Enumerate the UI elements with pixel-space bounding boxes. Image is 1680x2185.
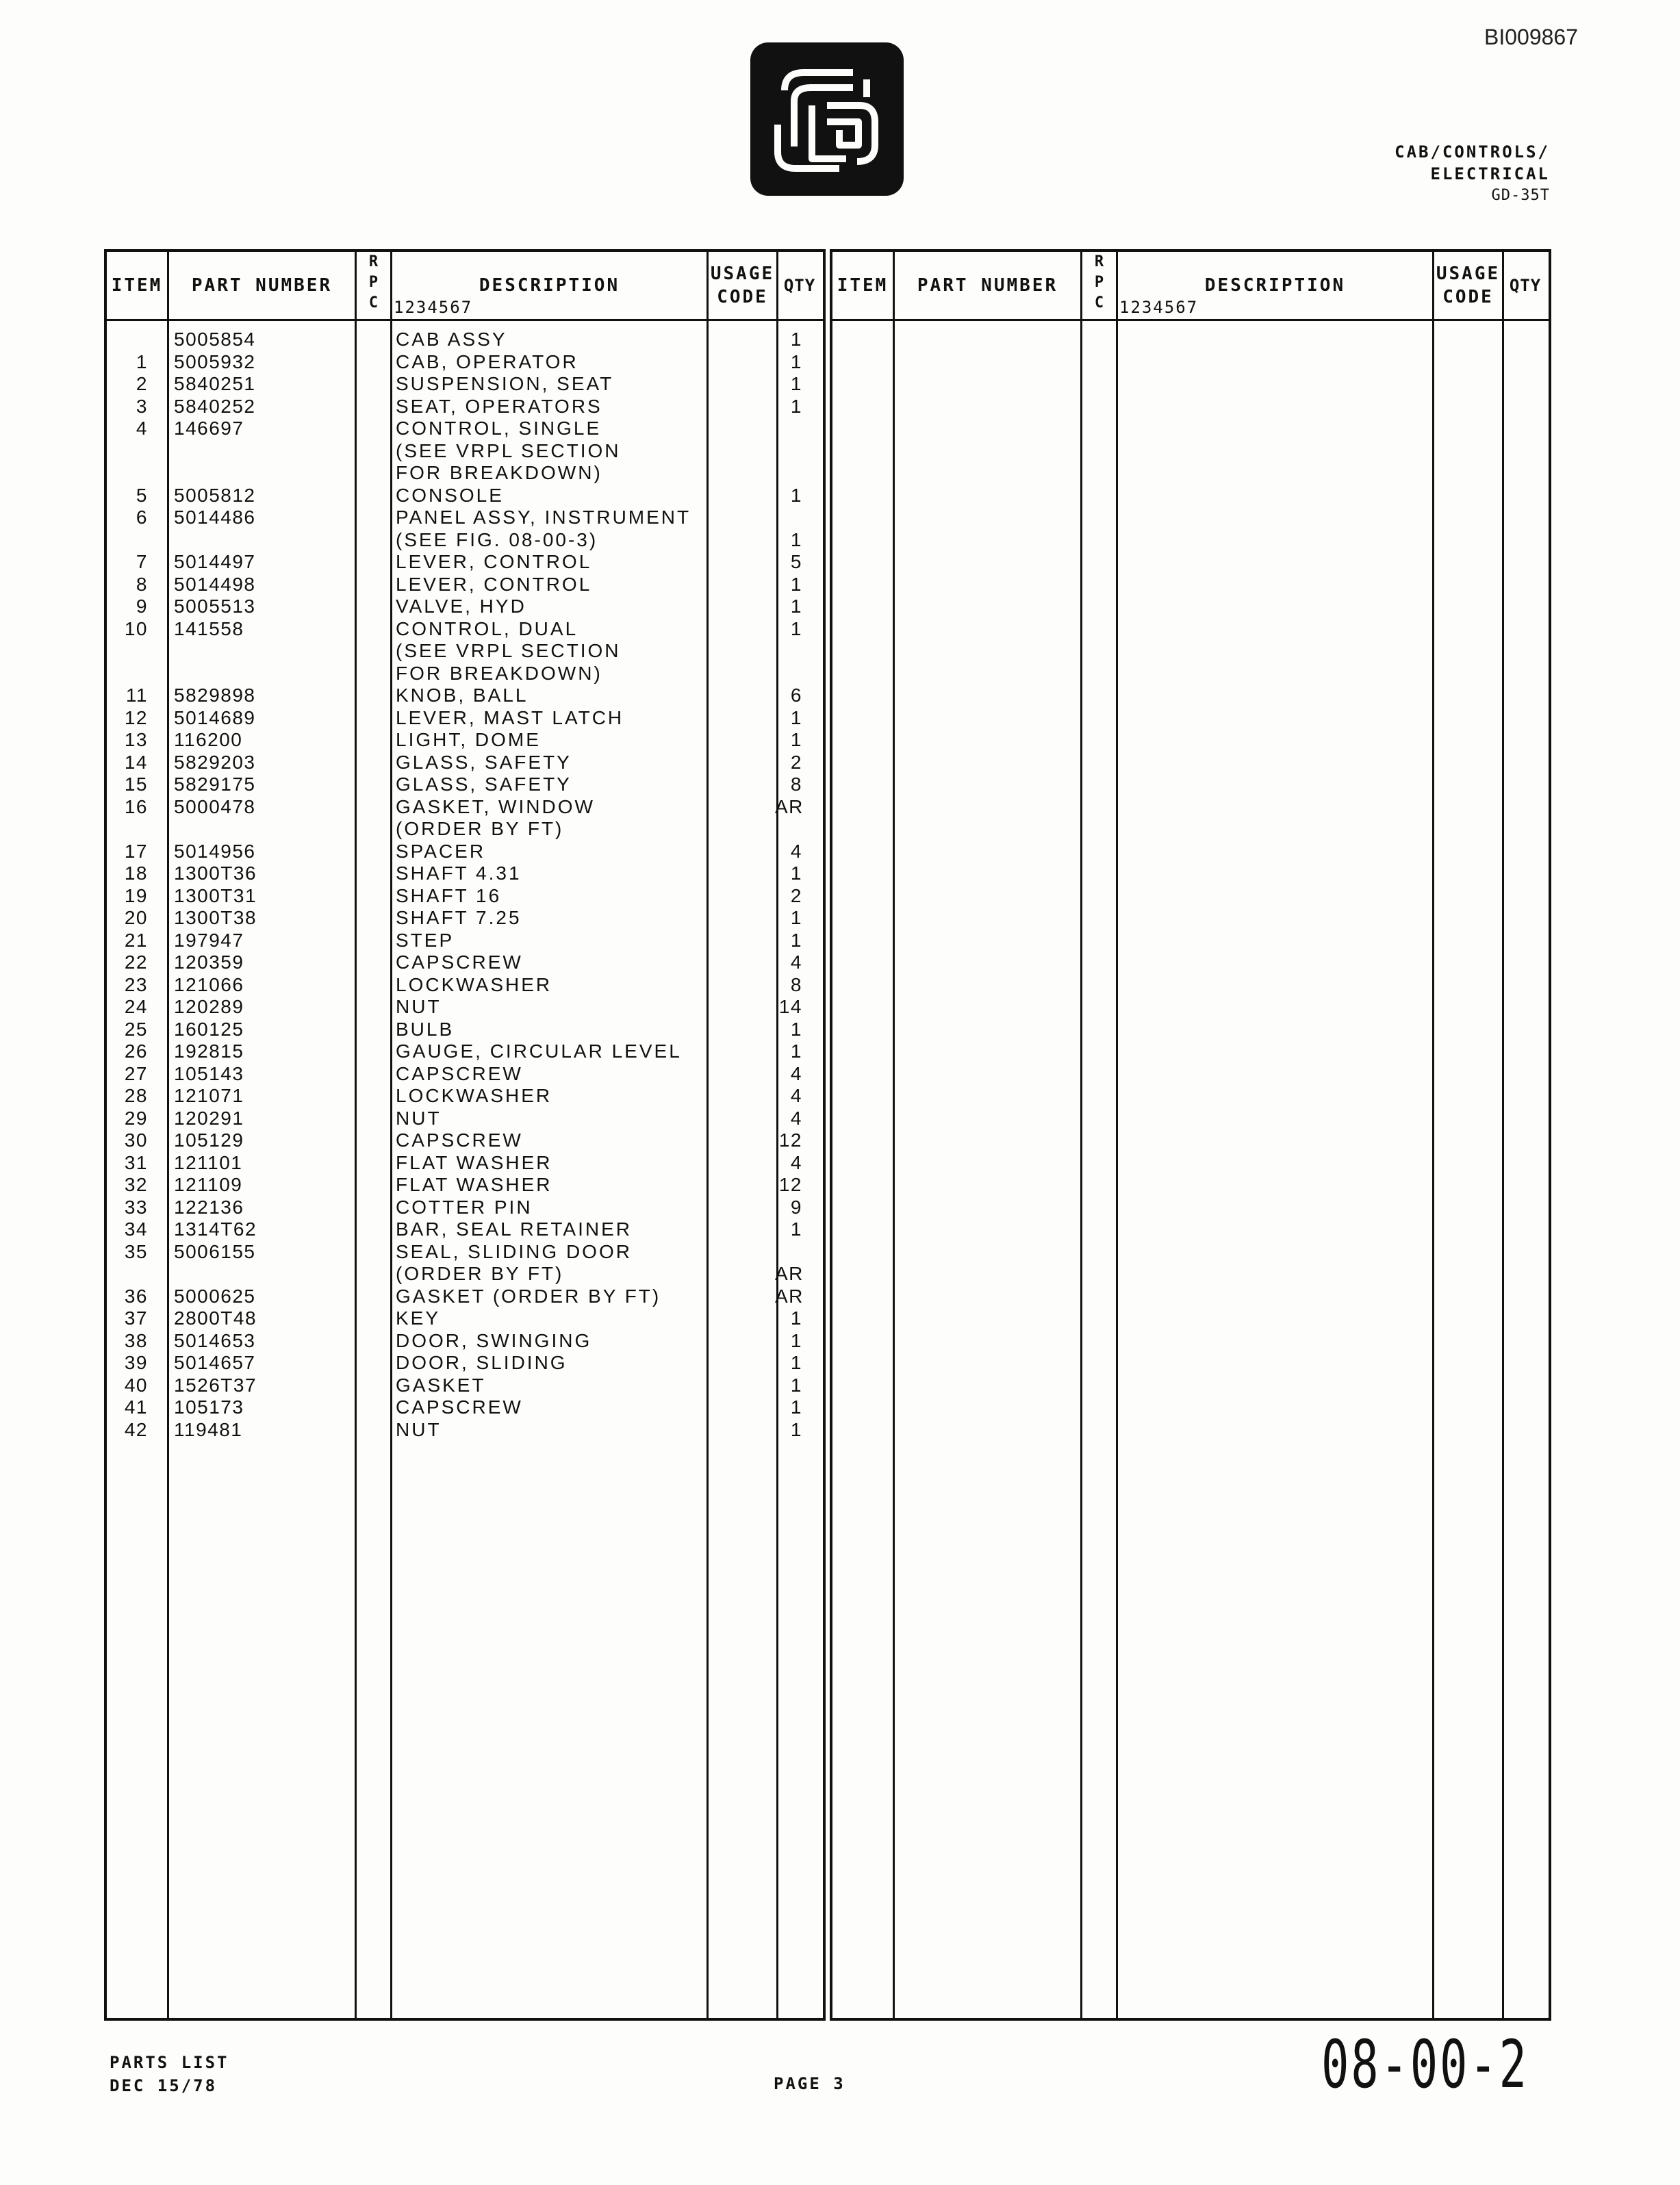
code-label-right: CODE (1442, 287, 1494, 307)
part-description: GASKET (396, 1374, 486, 1396)
item-number: 33 (124, 1196, 148, 1218)
table-row (107, 930, 823, 952)
usage-label: USAGE (710, 264, 775, 284)
part-number: 121101 (174, 1151, 243, 1173)
part-number: 5005812 (174, 484, 256, 506)
item-number: 15 (124, 774, 148, 795)
part-number: 5000478 (174, 795, 256, 817)
parts-table-right (830, 249, 1551, 2021)
quantity: 1 (790, 1018, 802, 1040)
item-number: 23 (124, 973, 148, 995)
quantity: 9 (790, 1196, 802, 1218)
part-description: KEY (396, 1307, 441, 1329)
table-row (107, 974, 823, 997)
part-description: NUT (396, 1418, 442, 1440)
part-number: 5005932 (174, 350, 256, 372)
part-description: CAB ASSY (396, 329, 507, 350)
rpc-p: P (368, 274, 379, 291)
col-header-part-number-right: PART NUMBER (917, 275, 1058, 296)
table-row (107, 640, 823, 663)
item-number: 16 (124, 795, 148, 817)
quantity: AR (775, 795, 804, 817)
quantity: 4 (790, 840, 802, 862)
quantity: AR (775, 1263, 804, 1284)
table-row (107, 951, 823, 974)
table-row (107, 1063, 823, 1086)
part-description: CAPSCREW (396, 1129, 523, 1151)
quantity: 4 (790, 1151, 802, 1173)
item-number: 21 (124, 929, 148, 951)
part-description: SEAT, OPERATORS (396, 395, 602, 417)
item-number: 26 (124, 1040, 148, 1062)
quantity: 1 (790, 907, 802, 928)
item-number: 41 (124, 1396, 148, 1418)
table-row (107, 774, 823, 796)
table-row (107, 1108, 823, 1130)
item-number: 13 (124, 729, 148, 750)
item-number: 34 (124, 1218, 148, 1240)
table-row (107, 418, 823, 440)
table-row (107, 885, 823, 908)
table-row (107, 752, 823, 774)
table-row (107, 1241, 823, 1264)
item-number: 28 (124, 1085, 148, 1106)
item-number: 5 (136, 484, 148, 506)
table-row (107, 707, 823, 730)
quantity: 1 (790, 329, 802, 350)
part-description: CAPSCREW (396, 1396, 523, 1418)
part-number: 1526T37 (174, 1374, 257, 1396)
part-description: VALVE, HYD (396, 596, 526, 617)
table-row (107, 1218, 823, 1241)
quantity: 8 (790, 973, 802, 995)
part-number: 120359 (174, 951, 244, 973)
part-number: 5005854 (174, 329, 256, 350)
part-description: SPACER (396, 840, 486, 862)
part-number: 1314T62 (174, 1218, 257, 1240)
part-number: 197947 (174, 929, 244, 951)
part-number: 5000625 (174, 1285, 256, 1307)
quantity: 2 (790, 751, 802, 773)
part-description: GASKET (ORDER BY FT) (396, 1285, 661, 1307)
part-description: GLASS, SAFETY (396, 774, 572, 795)
part-description: CAPSCREW (396, 951, 523, 973)
part-number: 105129 (174, 1129, 244, 1151)
part-description: (ORDER BY FT) (396, 818, 564, 839)
quantity: 1 (790, 729, 802, 750)
part-number: 105173 (174, 1396, 244, 1418)
table-row (107, 1085, 823, 1108)
col-header-description-right (1118, 252, 1432, 319)
table-row (107, 574, 823, 596)
quantity: 4 (790, 1085, 802, 1106)
part-description: LEVER, CONTROL (396, 551, 592, 572)
description-digits-right: 1234567 (1119, 298, 1199, 317)
rpc-c-right: C (1094, 294, 1104, 311)
item-number: 19 (124, 884, 148, 906)
item-number: 37 (124, 1307, 148, 1329)
col-header-item-right: ITEM (837, 275, 889, 296)
quantity: 8 (790, 774, 802, 795)
table-row (107, 841, 823, 863)
part-number: 1300T36 (174, 862, 257, 884)
part-description: GLASS, SAFETY (396, 751, 572, 773)
rpc-r-right: R (1094, 253, 1104, 270)
item-number: 32 (124, 1174, 148, 1195)
part-description: COTTER PIN (396, 1196, 533, 1218)
item-number: 29 (124, 1107, 148, 1129)
part-description: CAB, OPERATOR (396, 350, 578, 372)
table-row (107, 1263, 823, 1286)
quantity: 2 (790, 884, 802, 906)
part-number: 116200 (174, 729, 243, 750)
footer-date: DEC 15/78 (110, 2076, 218, 2095)
part-number: 120289 (174, 996, 244, 1017)
code-label: CODE (717, 287, 768, 307)
part-description: KNOB, BALL (396, 685, 529, 706)
table-row (107, 485, 823, 507)
item-number: 38 (124, 1329, 148, 1351)
quantity: 1 (790, 528, 802, 550)
footer-info (110, 2051, 229, 2097)
description-digits: 1234567 (394, 298, 473, 317)
table-row (107, 907, 823, 930)
table-row (107, 618, 823, 641)
part-description: SHAFT 16 (396, 884, 502, 906)
table-row (107, 596, 823, 618)
part-number: 146697 (174, 418, 244, 439)
quantity: 1 (790, 1307, 802, 1329)
item-number: 27 (124, 1062, 148, 1084)
part-number: 141558 (174, 617, 244, 639)
quantity: 1 (790, 1374, 802, 1396)
part-description: DOOR, SLIDING (396, 1352, 568, 1373)
part-number: 5014653 (174, 1329, 256, 1351)
description-label: DESCRIPTION (479, 275, 620, 296)
item-number: 4 (136, 418, 148, 439)
col-header-description (392, 252, 707, 319)
item-number: 30 (124, 1129, 148, 1151)
item-number: 12 (124, 706, 148, 728)
part-number: 160125 (174, 1018, 244, 1040)
table-row (107, 796, 823, 819)
table-row (107, 862, 823, 885)
part-number: 5829898 (174, 685, 256, 706)
part-description: DOOR, SWINGING (396, 1329, 592, 1351)
table-row (107, 1307, 823, 1330)
item-number: 22 (124, 951, 148, 973)
part-number: 120291 (174, 1107, 244, 1129)
table-row (107, 373, 823, 396)
table-row (107, 1419, 823, 1442)
col-header-item: ITEM (111, 275, 163, 296)
col-header-rpc (357, 252, 390, 319)
col-header-qty: QTY (783, 276, 816, 295)
table-row (107, 1330, 823, 1353)
table-row (107, 1040, 823, 1063)
col-header-rpc-right (1082, 252, 1116, 319)
quantity: 1 (790, 929, 802, 951)
part-number: 5014497 (174, 551, 256, 572)
item-number: 35 (124, 1240, 148, 1262)
item-number: 14 (124, 751, 148, 773)
part-number: 5014498 (174, 573, 256, 595)
item-number: 42 (124, 1418, 148, 1440)
item-number: 2 (136, 373, 148, 394)
item-number: 24 (124, 996, 148, 1017)
item-number: 1 (136, 350, 148, 372)
part-description: FOR BREAKDOWN) (396, 662, 602, 684)
part-description: NUT (396, 996, 442, 1017)
table-row (107, 351, 823, 374)
parts-table-left (104, 249, 826, 2021)
part-number: 105143 (174, 1062, 244, 1084)
part-description: (ORDER BY FT) (396, 1263, 564, 1284)
quantity: 14 (778, 996, 802, 1017)
rpc-r: R (368, 253, 379, 270)
part-description: CONSOLE (396, 484, 504, 506)
table-row (107, 529, 823, 552)
table-row (107, 1396, 823, 1419)
part-description: LOCKWASHER (396, 1085, 552, 1106)
table-row (107, 396, 823, 418)
table-row (107, 996, 823, 1019)
quantity: AR (775, 1285, 804, 1307)
page-number: PAGE 3 (774, 2074, 845, 2093)
part-description: LEVER, CONTROL (396, 573, 592, 595)
part-number: 1300T31 (174, 884, 257, 906)
quantity: 4 (790, 951, 802, 973)
quantity: 1 (790, 395, 802, 417)
item-number: 8 (136, 573, 148, 595)
table-row (107, 551, 823, 574)
part-description: LOCKWASHER (396, 973, 552, 995)
item-number: 40 (124, 1374, 148, 1396)
part-description: BULB (396, 1018, 455, 1040)
table-row (107, 329, 823, 351)
header-model: GD-35T (1491, 187, 1550, 204)
item-number: 3 (136, 395, 148, 417)
part-description: CAPSCREW (396, 1062, 523, 1084)
part-number: 5014657 (174, 1352, 256, 1373)
quantity: 1 (790, 1218, 802, 1240)
quantity: 1 (790, 1396, 802, 1418)
quantity: 1 (790, 706, 802, 728)
col-header-usage-code-right (1434, 252, 1502, 319)
part-description: CONTROL, SINGLE (396, 418, 602, 439)
part-description: PANEL ASSY, INSTRUMENT (396, 507, 691, 528)
part-number: 5006155 (174, 1240, 256, 1262)
part-description: NUT (396, 1107, 442, 1129)
document-id: BI009867 (1484, 25, 1579, 49)
table-row (107, 1129, 823, 1152)
part-description: (SEE VRPL SECTION (396, 439, 621, 461)
part-number: 1300T38 (174, 907, 257, 928)
part-description: SHAFT 4.31 (396, 862, 522, 884)
table-row (107, 1174, 823, 1197)
quantity: 1 (790, 1329, 802, 1351)
part-number: 121071 (174, 1085, 244, 1106)
quantity: 1 (790, 1418, 802, 1440)
table-row (107, 1286, 823, 1308)
part-description: SHAFT 7.25 (396, 907, 522, 928)
quantity: 1 (790, 1352, 802, 1373)
footer-parts-list: PARTS LIST (110, 2053, 229, 2072)
quantity: 1 (790, 1040, 802, 1062)
item-number: 11 (125, 685, 148, 706)
item-number: 31 (124, 1151, 148, 1173)
part-description: LEVER, MAST LATCH (396, 706, 624, 728)
quantity: 4 (790, 1107, 802, 1129)
part-description: CONTROL, DUAL (396, 617, 578, 639)
item-number: 18 (124, 862, 148, 884)
part-description: LIGHT, DOME (396, 729, 541, 750)
part-number: 192815 (174, 1040, 244, 1062)
quantity: 1 (790, 573, 802, 595)
col-header-part-number: PART NUMBER (191, 275, 333, 296)
item-number: 10 (124, 617, 148, 639)
part-number: 5014956 (174, 840, 256, 862)
quantity: 1 (790, 350, 802, 372)
part-number: 5014486 (174, 507, 256, 528)
part-description: STEP (396, 929, 455, 951)
part-description: GASKET, WINDOW (396, 795, 595, 817)
quantity: 1 (790, 373, 802, 394)
item-number: 7 (136, 551, 148, 572)
item-number: 9 (136, 596, 148, 617)
parts-rows (107, 329, 823, 1441)
col-header-qty-right: QTY (1509, 276, 1542, 295)
item-number: 17 (124, 840, 148, 862)
description-label-right: DESCRIPTION (1204, 275, 1346, 296)
part-number: 2800T48 (174, 1307, 257, 1329)
quantity: 6 (790, 685, 802, 706)
usage-label-right: USAGE (1436, 264, 1501, 284)
quantity: 1 (790, 617, 802, 639)
table-row (107, 1019, 823, 1041)
section-number: 08-00-2 (1321, 2026, 1529, 2103)
part-number: 121109 (174, 1174, 243, 1195)
section-header (1395, 141, 1550, 207)
quantity: 5 (790, 551, 802, 572)
part-description: SEAL, SLIDING DOOR (396, 1240, 632, 1262)
part-description: (SEE FIG. 08-00-3) (396, 528, 598, 550)
item-number: 25 (124, 1018, 148, 1040)
table-row (107, 1375, 823, 1397)
table-row (107, 1152, 823, 1175)
part-number: 122136 (174, 1196, 244, 1218)
col-header-usage-code (709, 252, 776, 319)
table-row (107, 507, 823, 529)
part-number: 5840252 (174, 395, 256, 417)
company-logo-icon (750, 42, 904, 196)
part-number: 5829175 (174, 774, 256, 795)
part-number: 5829203 (174, 751, 256, 773)
part-description: SUSPENSION, SEAT (396, 373, 614, 394)
part-description: BAR, SEAL RETAINER (396, 1218, 632, 1240)
item-number: 36 (124, 1285, 148, 1307)
part-number: 119481 (174, 1418, 243, 1440)
part-description: (SEE VRPL SECTION (396, 640, 621, 661)
item-number: 6 (136, 507, 148, 528)
part-number: 5005513 (174, 596, 256, 617)
rpc-p-right: P (1094, 274, 1104, 291)
quantity: 12 (778, 1174, 802, 1195)
part-description: FLAT WASHER (396, 1151, 552, 1173)
part-number: 5014689 (174, 706, 256, 728)
part-description: GAUGE, CIRCULAR LEVEL (396, 1040, 682, 1062)
table-row (107, 440, 823, 463)
item-number: 39 (124, 1352, 148, 1373)
quantity: 4 (790, 1062, 802, 1084)
part-description: FLAT WASHER (396, 1174, 552, 1195)
part-description: FOR BREAKDOWN) (396, 462, 602, 483)
table-row (107, 729, 823, 752)
header-line1: CAB/CONTROLS/ (1395, 142, 1550, 162)
quantity: 1 (790, 596, 802, 617)
table-row (107, 1352, 823, 1375)
table-row (107, 685, 823, 707)
part-number: 5840251 (174, 373, 256, 394)
table-row (107, 462, 823, 485)
rpc-c: C (368, 294, 379, 311)
quantity: 12 (778, 1129, 802, 1151)
item-number: 20 (124, 907, 148, 928)
table-row (107, 818, 823, 841)
quantity: 1 (790, 484, 802, 506)
quantity: 1 (790, 862, 802, 884)
part-number: 121066 (174, 973, 244, 995)
table-row (107, 663, 823, 685)
table-row (107, 1197, 823, 1219)
header-line2: ELECTRICAL (1430, 164, 1550, 183)
